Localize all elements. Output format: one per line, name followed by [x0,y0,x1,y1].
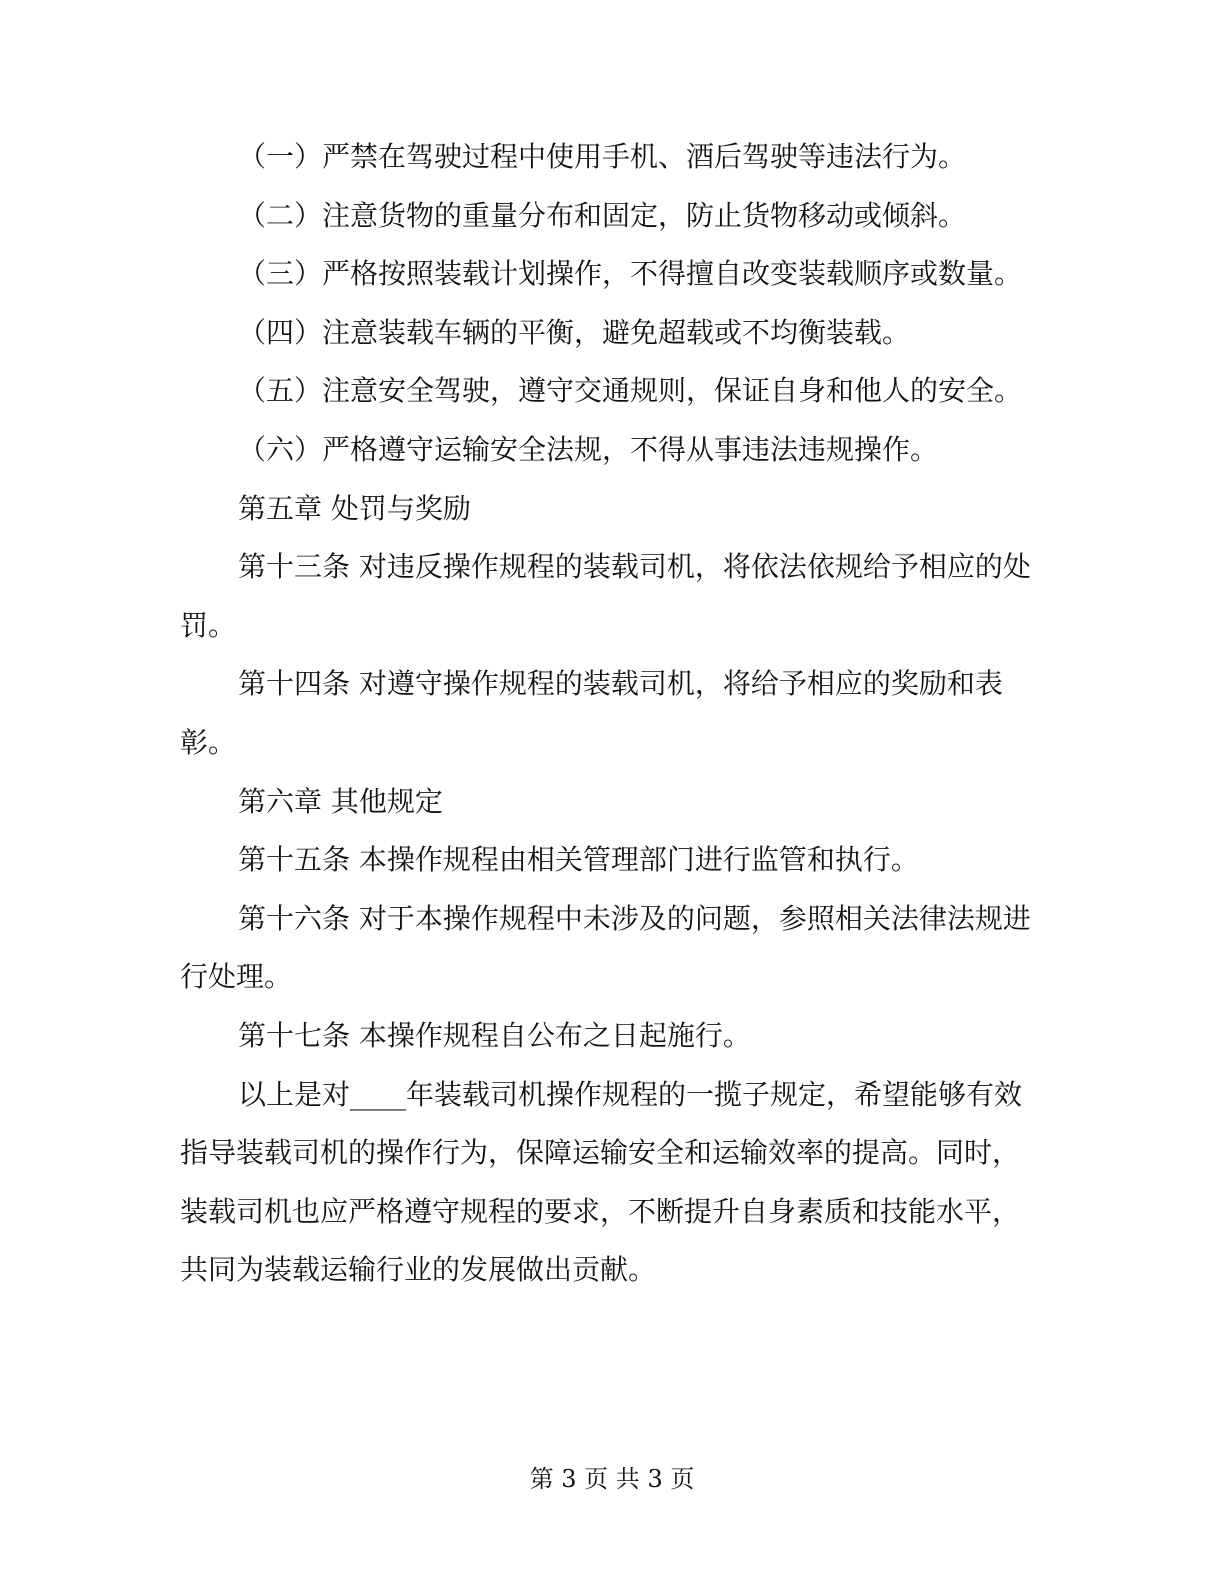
paragraph: （五）注意安全驾驶，遵守交通规则，保证自身和他人的安全。 [238,374,1023,408]
paragraph: （二）注意货物的重量分布和固定，防止货物移动或倾斜。 [238,198,967,232]
closing-paragraph: 以上是对____年装载司机操作规程的一揽子规定，希望能够有效指导装载司机的操作行为，保障运输安全和运输效率的提高。同时，装载司机也应严格遵守规程的要求，不断提升自身素质和技能水平，共同为装载运输行业的发展做出贡献。 [180,1077,1023,1287]
paragraph: （三）严格按照装载计划操作，不得擅自改变装载顺序或数量。 [238,257,1023,291]
chapter-heading: 第五章 处罚与奖励 [238,491,471,525]
article-paragraph: 第十六条 对于本操作规程中未涉及的问题，参照相关法律法规进行处理。 [180,901,1031,994]
article-paragraph: 第十五条 本操作规程由相关管理部门进行监管和执行。 [238,843,919,877]
paragraph: （六）严格遵守运输安全法规，不得从事违法违规操作。 [238,432,939,466]
article-paragraph: 第十三条 对违反操作规程的装载司机，将依法依规给予相应的处罚。 [180,550,1031,642]
paragraph: （四）注意装载车辆的平衡，避免超载或不均衡装载。 [238,315,911,349]
article-paragraph: 第十七条 本操作规程自公布之日起施行。 [238,1018,751,1052]
document-body [180,128,1040,1300]
article-paragraph: 第十四条 对遵守操作规程的装载司机，将给予相应的奖励和表彰。 [180,667,1003,759]
paragraph: （一）严禁在驾驶过程中使用手机、酒后驾驶等违法行为。 [238,140,967,173]
page-number-footer: 第 3 页 共 3 页 [529,1465,695,1493]
chapter-heading: 第六章 其他规定 [238,784,443,818]
